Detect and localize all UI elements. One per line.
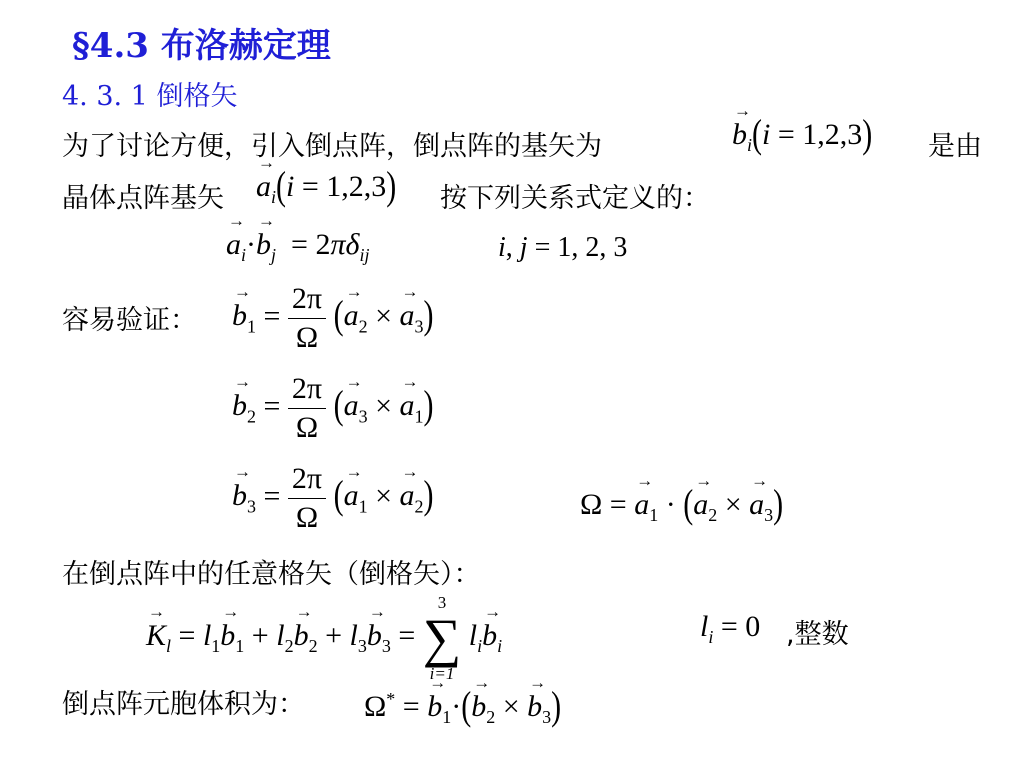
definition-equation: → $a_i\cdot\to b_j = 2\pi\delta_{ij}$	[226, 228, 369, 262]
integer-note: ,整数	[786, 619, 849, 650]
equation-b3: → $b_3$ = $\frac{2\pi}{\Omega}$ (→ $a_1$ × → $a_2$)	[232, 462, 434, 535]
section-title: §4.3 布洛赫定理	[72, 26, 331, 66]
equation-reciprocal-vector: → $K_l = l_1\to b_1 + l_2\to b_2 + l_3\to b_3$ = 3 ∑ i=1 $l_i\to b_i$	[146, 594, 502, 682]
equation-b2: → $b_2$ = $\frac{2\pi}{\Omega}$ (→ $a_3$ × → $a_1$)	[232, 372, 434, 445]
intro-text-2-tail: 按下列关系式定义的：	[440, 183, 710, 214]
intro-text-1: 为了讨论方便，引入倒点阵，倒点阵的基矢为	[62, 131, 602, 162]
subsection-title: 4. 3. 1 倒格矢	[62, 81, 238, 112]
intro-text-2: 晶体点阵基矢	[62, 183, 224, 214]
intro-text-1-tail: 是由	[928, 131, 982, 162]
any-vector-label: 在倒点阵中的任意格矢（倒格矢）：	[62, 559, 481, 590]
formula-direct-basis: → $a_i(i = 1,2,3)$	[256, 170, 396, 204]
equation-volume: Ω* = → $b_1\cdot(\to b_2$ × → $b_3$)	[364, 690, 561, 724]
equation-omega: Ω = → $a_1$ · (→ $a_2$ × → $a_3$)	[580, 488, 783, 522]
definition-condition: i, j = 1, 2, 3	[498, 232, 628, 263]
volume-label: 倒点阵元胞体积为：	[62, 689, 305, 720]
integer-condition: $l_i = 0$	[700, 610, 761, 647]
formula-reciprocal-basis: → $b_i(i = 1,2,3)$	[732, 118, 872, 152]
intro-line-1	[62, 124, 602, 163]
verify-label: 容易验证：	[62, 305, 197, 336]
equation-b1: → $b_1$ = $\frac{2\pi}{\Omega}$ (→ $a_2$ × → $a_3$)	[232, 282, 434, 355]
